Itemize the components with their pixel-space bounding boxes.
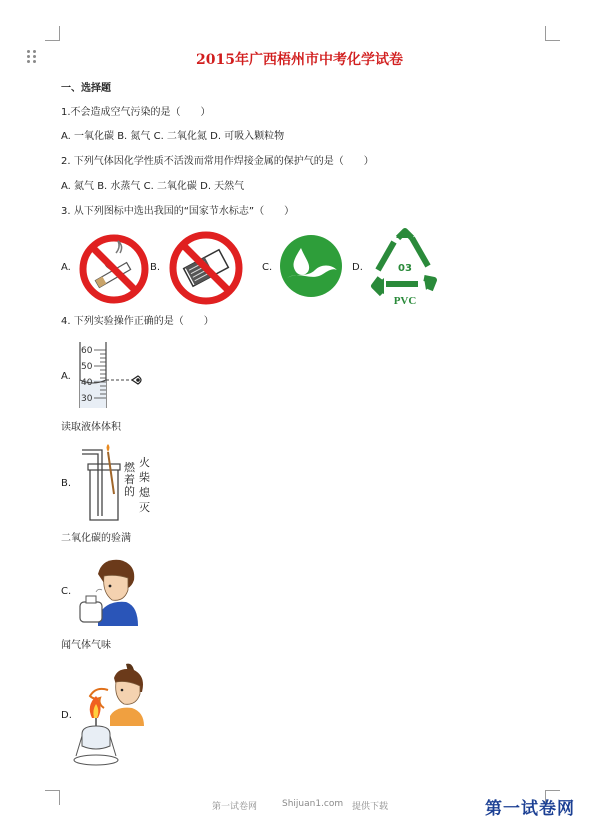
crop-mark-top-right xyxy=(545,26,560,41)
tick-label-60: 60 xyxy=(81,346,93,356)
no-fire-matches-icon xyxy=(166,228,246,308)
question-1-options: A. 一氧化碳 B. 氮气 C. 二氧化氮 D. 可吸入颗粒物 xyxy=(61,131,285,142)
question-3-stem: 3. 从下列图标中选出我国的“国家节水标志”（ ） xyxy=(61,206,295,217)
q4-option-b-label: B. xyxy=(61,478,72,489)
crop-mark-bottom-left xyxy=(45,790,60,805)
q4-option-d-label: D. xyxy=(61,710,72,721)
flask-text-right: 火柴熄灭 xyxy=(139,456,150,514)
footer-right: 提供下载 xyxy=(352,802,389,812)
tick-label-40: 40 xyxy=(81,378,93,388)
recycle-material: PVC xyxy=(393,295,417,307)
footer-middle[interactable]: Shijuan1.com xyxy=(282,799,344,809)
q4-caption-c: 闻气体气味 xyxy=(61,640,111,651)
page-title: 2015年广西梧州市中考化学试卷 xyxy=(196,52,403,68)
recycle-code: 03 xyxy=(398,263,412,274)
question-2-options: A. 氮气 B. 水蒸气 C. 二氧化碳 D. 天然气 xyxy=(61,181,245,192)
option-d-label: D. xyxy=(352,262,363,273)
option-a-label: A. xyxy=(61,262,71,273)
no-smoking-icon xyxy=(76,231,152,307)
tick-label-30: 30 xyxy=(81,394,93,404)
question-2-stem: 2. 下列气体因化学性质不活泼而常用作焊接金属的保护气的是（ ） xyxy=(61,156,374,167)
measuring-cylinder-figure xyxy=(76,340,148,410)
q4-option-c-label: C. xyxy=(61,586,72,597)
water-saving-icon xyxy=(279,234,343,298)
smelling-gas-figure xyxy=(76,556,140,626)
crop-mark-top-left xyxy=(45,26,60,41)
q4-option-a-label: A. xyxy=(61,371,71,382)
brand-watermark: 第一试卷网 xyxy=(485,799,575,819)
option-b-label: B. xyxy=(150,262,161,273)
question-4-stem: 4. 下列实验操作正确的是（ ） xyxy=(61,316,214,327)
footer-left: 第一试卷网 xyxy=(212,802,258,812)
alcohol-lamp-figure xyxy=(76,660,158,772)
q4-caption-b: 二氧化碳的验满 xyxy=(61,533,131,544)
option-c-label: C. xyxy=(262,262,273,273)
recycle-pvc-icon xyxy=(368,228,442,308)
section-heading: 一、选择题 xyxy=(61,83,111,94)
tick-label-50: 50 xyxy=(81,362,93,372)
question-1-stem: 1.不会造成空气污染的是（ ） xyxy=(61,107,211,118)
q4-caption-a: 读取液体体积 xyxy=(61,422,121,433)
flask-text-left: 燃着的 xyxy=(124,461,135,498)
